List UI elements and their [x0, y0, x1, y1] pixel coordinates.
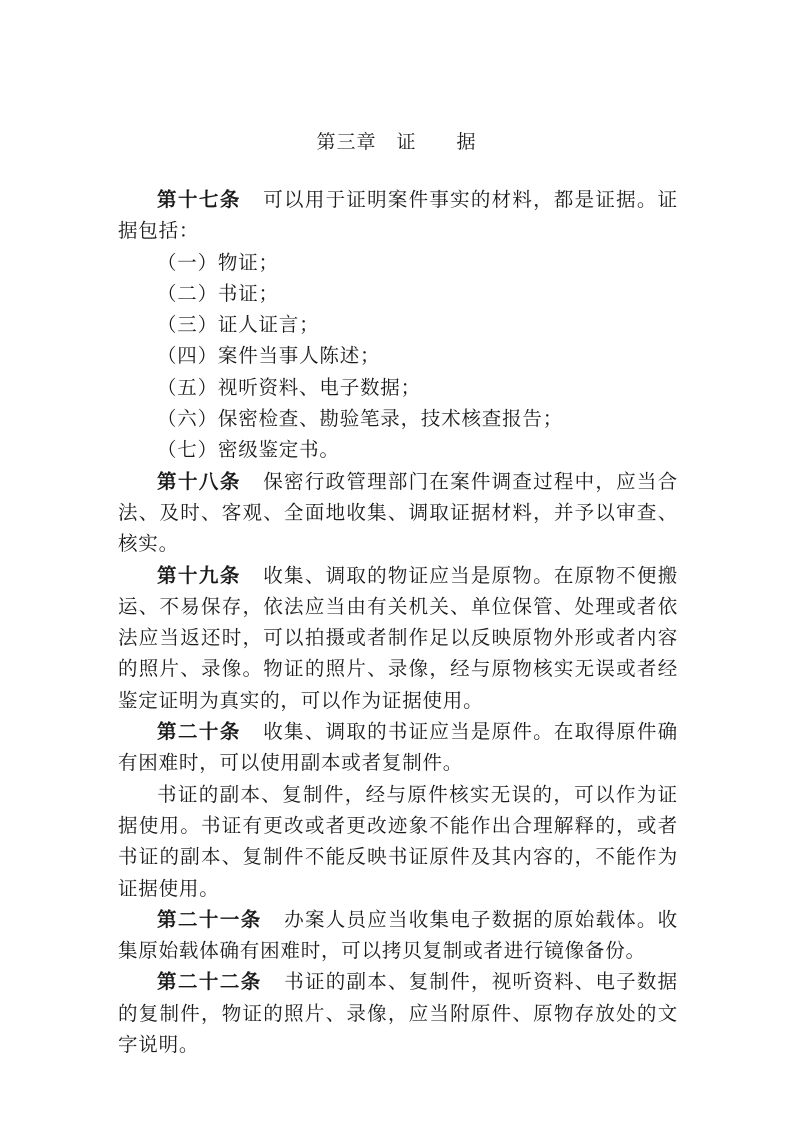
article-22 — [118, 966, 678, 1060]
article-21 — [118, 904, 678, 967]
list-item: （二）书证； — [157, 281, 279, 305]
article-text: 可以用于证明案件事实的材料，都是证据。证据包括： — [118, 188, 678, 243]
article-18 — [118, 466, 678, 560]
article-text: 办案人员应当收集电子数据的原始载体。收集原始载体确有困难时，可以拷贝复制或者进行镜像备份。 — [118, 907, 678, 963]
list-item: （三）证人证言； — [157, 313, 320, 337]
list-item: （七）密级鉴定书。 — [157, 438, 340, 462]
chapter-title: 第三章 证 据 — [316, 131, 477, 153]
article-text: 保密行政管理部门在案件调查过程中，应当合法、及时、客观、全面地收集、调取证据材料，并予以审查、核实。 — [118, 469, 678, 556]
article-19 — [118, 560, 678, 716]
article-number: 第十七条 — [157, 188, 241, 211]
article-number: 第十八条 — [157, 469, 241, 493]
article-text: 书证的副本、复制件，视听资料、电子数据的复制件，物证的照片、录像，应当附原件、原物存放处的文字说明。 — [118, 970, 678, 1057]
list-item: （五）视听资料、电子数据； — [157, 375, 421, 399]
list-item: （四）案件当事人陈述； — [157, 344, 381, 368]
article-number: 第二十条 — [157, 720, 241, 744]
article-number: 第十九条 — [157, 563, 241, 587]
article-number: 第二十二条 — [157, 970, 262, 994]
article-number: 第二十一条 — [157, 907, 262, 931]
article-20 — [118, 716, 678, 779]
article-17 — [118, 184, 678, 247]
article-text: 收集、调取的物证应当是原物。在原物不便搬运、不易保存，依法应当由有关机关、单位保管、处理或者依法应当返还时，可以拍摄或者制作足以反映原物外形或者内容的照片、录像。物证的照片、录像，经与原物核实无误或者经鉴定证明为真实的，可以作为证据使用。 — [118, 563, 678, 712]
article-20-paragraph-2: 书证的副本、复制件，经与原件核实无误的，可以作为证据使用。书证有更改或者更改迹象不能作出合理解释的，或者书证的副本、复制件不能反映书证原件及其内容的，不能作为证据使用。 — [118, 782, 678, 900]
list-item: （六）保密检查、勘验笔录，技术核查报告； — [157, 407, 564, 431]
list-item: （一）物证； — [157, 250, 279, 274]
document-body — [118, 184, 678, 1060]
article-text: 收集、调取的书证应当是原件。在取得原件确有困难时，可以使用副本或者复制件。 — [118, 720, 678, 775]
